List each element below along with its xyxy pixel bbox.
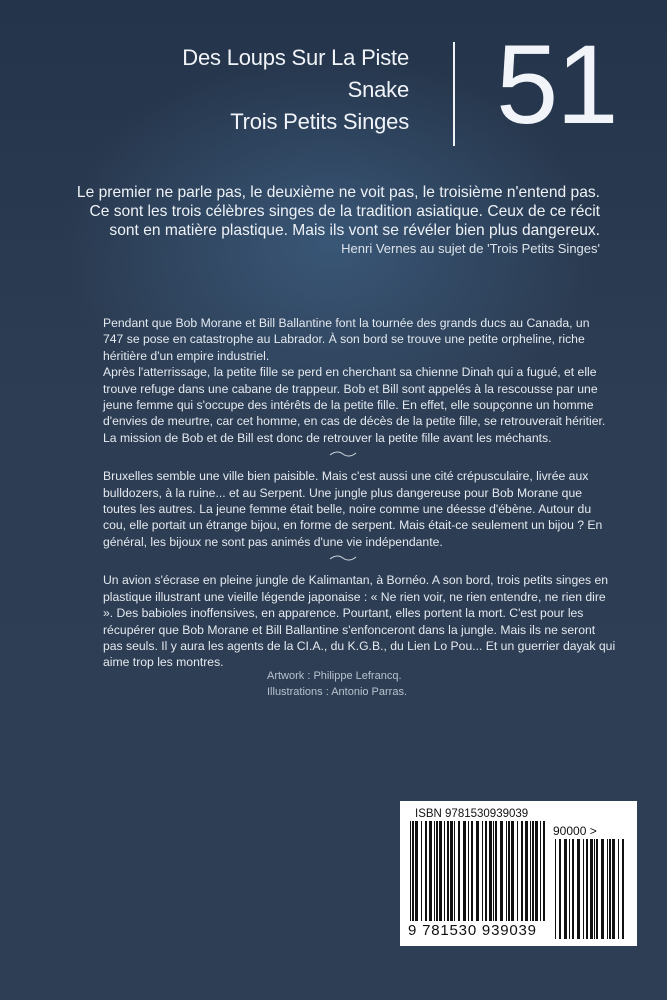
summary-line: ». Des babioles inoffensives, en apparence. Pourtant, elles portent la mort. C'est pour les [103,606,584,621]
barcode-bar [439,821,442,921]
barcode-bar [489,821,492,921]
summary-line: pas seuls. Il y aura les agents de la CI.A., du K.G.B., du Lien Lo Pou... Et un guerrier dayak qui [103,638,616,653]
artwork-credit: Artwork : Philippe Lefrancq. [267,670,402,682]
barcode-bar [436,821,438,921]
barcode-bar [596,839,598,939]
summary-1 [103,315,606,446]
barcode-bar [583,839,584,939]
ean13-barcode-icon [408,821,548,925]
barcode-bar [421,821,422,921]
teaser-attribution: Henri Vernes au sujet de 'Trois Petits Singes' [341,241,600,256]
title-2: Snake [347,77,409,102]
barcode-bar [564,839,567,939]
barcode-bar [618,839,619,939]
ornament-divider [329,554,357,562]
barcode-bar [493,821,494,921]
title-1: Des Loups Sur La Piste [182,45,409,70]
price-supplement-label: 90000 > [553,824,597,838]
summary-line: récupérer que Bob Morane et Bill Ballantine s'enfonceront dans la jungle. Mais ils ne seront [103,622,596,637]
barcode-bar [412,821,414,921]
title-3: Trois Petits Singes [230,109,409,134]
barcode-bar [612,839,615,939]
isbn-digits: 9 781530 939039 [408,922,537,939]
barcode-bar [454,821,455,921]
barcode-bar [517,821,518,921]
barcode-bar [559,839,561,939]
barcode-bar [429,821,432,921]
barcode-bar [447,821,449,921]
barcode-bar [521,821,523,921]
vertical-divider [453,42,455,146]
teaser-quote [40,183,600,257]
teaser-line: Le premier ne parle pas, le deuxième ne voit pas, le troisième n'entend pas. [76,184,600,201]
barcode-bar [410,821,411,921]
barcode-bar [532,821,534,921]
barcode-bar [458,821,460,921]
barcode-bar [525,821,528,921]
barcode-bar [450,821,453,921]
summary-line: Pendant que Bob Morane et Bill Ballantine font la tournée des grands ducs au Canada, un [103,316,590,330]
barcode-bar [468,821,469,921]
barcode-bar [500,821,503,921]
barcode-bar [425,821,427,921]
supplement-barcode-icon [553,839,629,939]
barcode-bar [508,821,510,921]
summary-line: général, les bijoux ne sont pas animés d'une vie indépendante. [103,534,443,549]
barcode-bar [434,821,435,921]
barcode-bar [569,839,570,939]
summary-line: cou, elle portait un étrange bijou, en forme de serpent. Mais était-ce seulement un bijou ? En [103,518,603,533]
barcode-bar [586,839,588,939]
barcode-bar [577,839,580,939]
isbn-barcode [400,801,637,946]
summary-3 [103,572,616,670]
summary-line: La mission de Bob et de Bill est donc de retrouver la petite fille avant les méchants. [103,430,552,445]
barcode-bar [572,839,574,939]
summary-line: trouve refuge dans une cabane de trappeur. Bob et Bill sont appelés à la rescousse par une [103,381,598,396]
summary-line: héritière d'un empire industriel. [103,348,270,363]
barcode-bar [543,821,545,921]
barcode-bar [476,821,479,921]
barcode-bar [594,839,595,939]
summary-line: jeune femme qui s'occupe des intérêts de la petite fille. En effet, elle soupçonne un homme [103,398,594,413]
barcode-bar [415,821,418,921]
barcode-bar [511,821,514,921]
barcode-bar [471,821,473,921]
barcode-bar [601,839,604,939]
barcode-bar [506,821,507,921]
barcode-bar [540,821,541,921]
barcode-bar [495,821,497,921]
barcode-bar [555,839,556,939]
summary-line: bulldozers, à la ruine... et au Serpent. Une jungle plus dangereuse pour Bob Morane que [103,485,583,500]
summary-line: d'envies de meurtre, car cet homme, en cas de décès de la petite fille, se retrouverait héritier. [103,414,606,429]
summary-line: Bruxelles semble une ville bien paisible. Mais c'est aussi une cité crépusculaire, livrée aux [103,469,589,484]
barcode-bar [485,821,487,921]
summary-line: toutes les autres. La jeune femme était belle, noire comme une déesse d'ébène. Autour du [103,502,592,517]
teaser-line: Ce sont les trois célèbres singes de la tradition asiatique. Ceux de ce récit [89,203,600,220]
series-titles [182,42,409,138]
credits [267,668,407,700]
summary-line: aime trop les montres. [103,655,224,670]
illustrations-credit: Illustrations : Antonio Parras. [267,686,408,698]
barcode-bar [622,839,624,939]
summary-line: Après l'atterrissage, la petite fille se perd en cherchant sa chienne Dinah qui a fugué, et elle [103,365,597,380]
barcode-bar [463,821,466,921]
barcode-bar [590,839,593,939]
summary-2 [103,468,603,550]
barcode-bar [444,821,445,921]
teaser-line: sont en matière plastique. Mais ils vont se révéler bien plus dangereux. [109,222,600,239]
summaries [103,315,616,671]
ornament-divider [329,450,357,458]
volume-number: 51 [496,22,617,147]
barcode-bar [482,821,483,921]
summary-line: plastique illustrant une vieille légende japonaise : « Ne rien voir, ne rien entendre, ne rien dire [103,589,606,604]
summary-line: 747 se pose en catastrophe au Labrador. À son bord se trouve une petite orpheline, riche [103,332,585,347]
summary-line: Un avion s'écrase en pleine jungle de Kalimantan, à Bornéo. A son bord, trois petits singes en [103,573,609,588]
barcode-bar [609,839,611,939]
barcode-bar [607,839,608,939]
isbn-label: ISBN 9781530939039 [415,808,529,820]
barcode-bar [535,821,538,921]
barcode-bar [530,821,531,921]
